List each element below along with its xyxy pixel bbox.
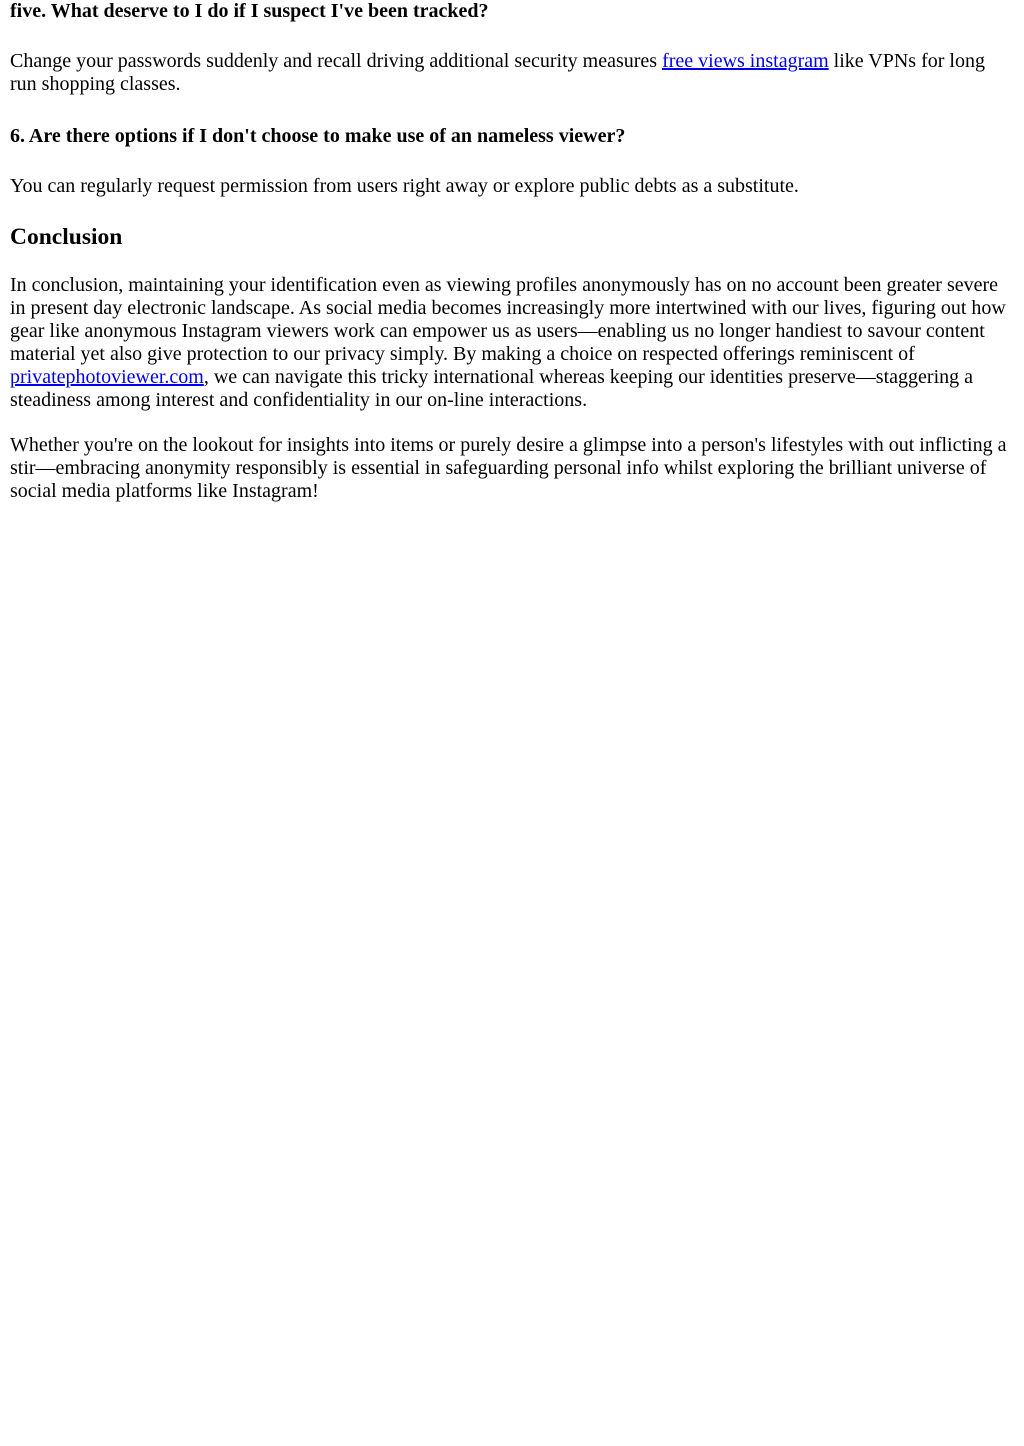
faq-answer-6: You can regularly request permission from users right away or explore public debts as a substitute. <box>10 175 799 197</box>
conclusion-paragraph-2: Whether you're on the lookout for insights into items or purely desire a glimpse into a person's lifestyles with out inflicting a stir—embracing anonymity responsibly is essential in safeguarding personal info whilst exploring the brilliant universe of social media platforms like Instagram! <box>10 434 1007 502</box>
faq-question-5-heading: five. What deserve to I do if I suspect I've been tracked? <box>10 0 489 22</box>
conclusion-paragraph-1-text-before: In conclusion, maintaining your identification even as viewing profiles anonymously has on no account been greater severe in present day electronic landscape. As social media becomes increasingly more intertwined with our lives, figuring out how gear like anonymous Instagram viewers work can empower us as users—enabling us no longer handiest to savour content material yet also give protection to our privacy simply. By making a choice on respected offerings reminiscent of <box>10 274 1006 365</box>
free-views-instagram-link[interactable]: free views instagram <box>662 50 829 72</box>
faq-answer-5-text-after: like VPNs for long run shopping classes. <box>10 50 985 95</box>
conclusion-paragraph-1 <box>10 274 1014 412</box>
privatephotoviewer-link[interactable]: privatephotoviewer.com <box>10 366 204 388</box>
conclusion-paragraph-1-text-after: , we can navigate this tricky international whereas keeping our identities preserve—staggering a steadiness among interest and confidentiality in our on-line interactions. <box>10 366 973 411</box>
conclusion-heading: Conclusion <box>10 224 123 250</box>
faq-answer-5 <box>10 50 1014 96</box>
faq-question-6-heading: 6. Are there options if I don't choose to make use of an nameless viewer? <box>10 125 626 147</box>
faq-answer-5-text-before: Change your passwords suddenly and recall driving additional security measures <box>10 50 663 72</box>
